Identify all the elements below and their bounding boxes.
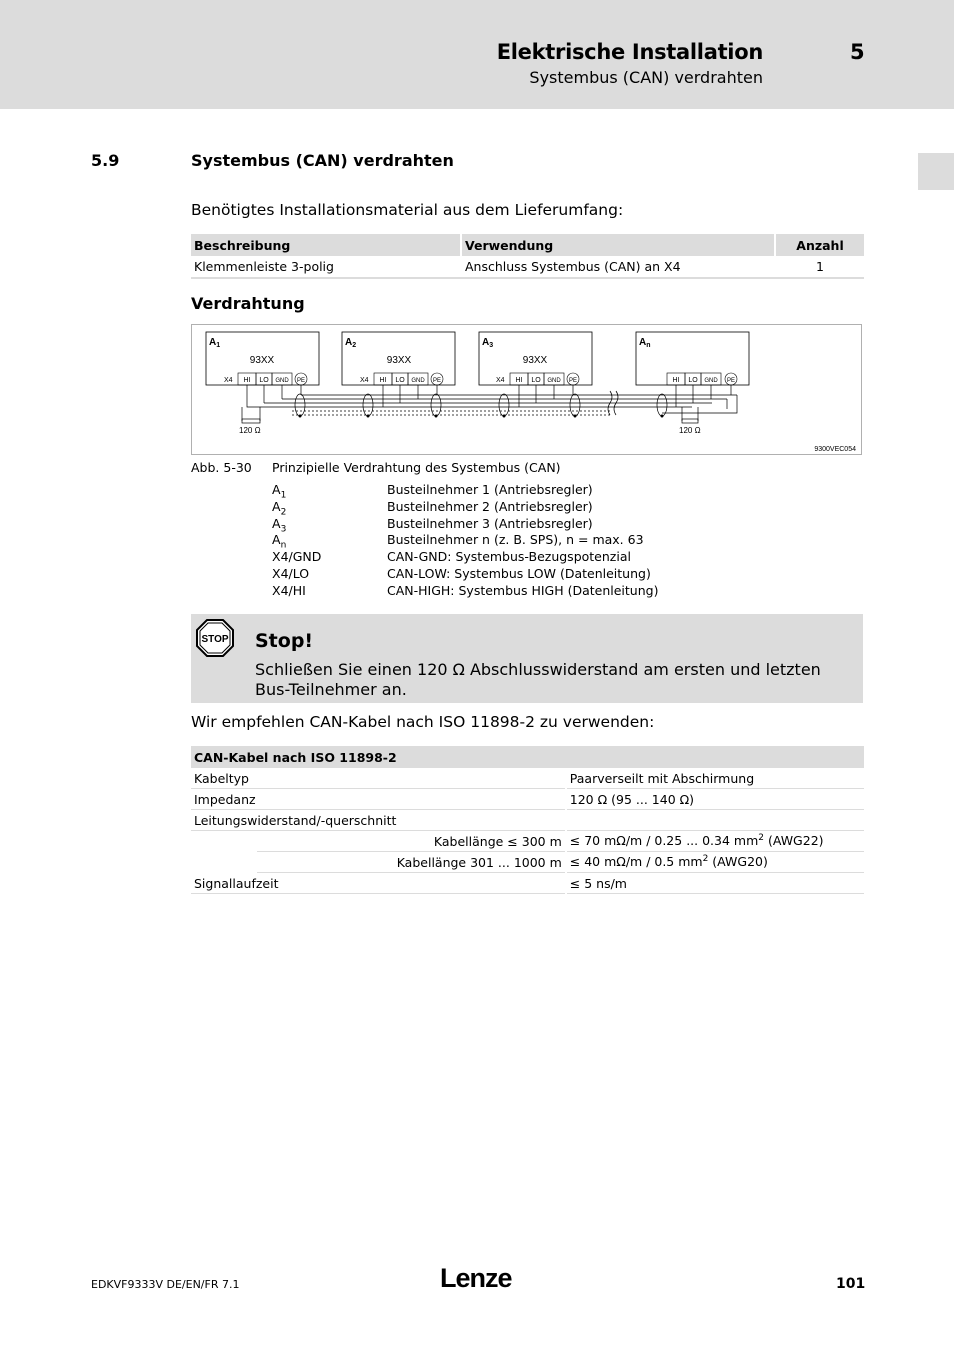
legend-value: Busteilnehmer 3 (Antriebsregler) bbox=[387, 515, 593, 531]
table-cell: 1 bbox=[775, 256, 864, 278]
stop-title: Stop! bbox=[255, 630, 314, 652]
table-row bbox=[191, 256, 864, 278]
chapter-title: Elektrische Installation bbox=[496, 40, 763, 64]
svg-text:GND: GND bbox=[275, 378, 289, 384]
legend-key-main: A bbox=[272, 532, 281, 548]
legend-value: Busteilnehmer 2 (Antriebsregler) bbox=[387, 498, 593, 514]
svg-text:PE: PE bbox=[432, 378, 442, 384]
legend-value: Busteilnehmer n (z. B. SPS), n = max. 63 bbox=[387, 532, 644, 548]
table-header-row bbox=[191, 234, 864, 256]
legend-key-sub: 3 bbox=[280, 524, 287, 535]
legend-value: Busteilnehmer 1 (Antriebsregler) bbox=[387, 482, 593, 497]
table-cell: Paarverseilt mit Abschirmung bbox=[566, 768, 864, 789]
section-title: Systembus (CAN) verdrahten bbox=[191, 151, 454, 170]
table-cell: Kabeltyp bbox=[191, 768, 566, 789]
table-row bbox=[191, 810, 864, 831]
resistor-label-an: 120 Ω bbox=[679, 426, 701, 435]
svg-text:STOP: STOP bbox=[201, 634, 229, 645]
chapter-subtitle: Systembus (CAN) verdrahten bbox=[529, 68, 763, 87]
table-cell: 120 Ω (95 ... 140 Ω) bbox=[566, 789, 864, 810]
svg-text:HI: HI bbox=[515, 377, 523, 384]
table-cell-indent bbox=[191, 852, 257, 873]
svg-text:X4: X4 bbox=[360, 377, 369, 384]
table-cell: Anschluss Systembus (CAN) an X4 bbox=[461, 256, 775, 278]
can-cable-table bbox=[191, 746, 864, 894]
table-row bbox=[191, 768, 864, 789]
svg-text:GND: GND bbox=[411, 378, 425, 384]
page-number: 101 bbox=[836, 1276, 866, 1292]
legend-key-sub: 2 bbox=[280, 507, 287, 518]
legend-value: CAN-GND: Systembus-Bezugspotenzial bbox=[387, 549, 631, 565]
stop-text: Schließen Sie einen 120 Ω Abschlusswiderstand am ersten und letzten Bus-Teilnehmer an. bbox=[255, 660, 821, 699]
chapter-tab-marker bbox=[918, 153, 954, 190]
legend-key-main: A bbox=[272, 482, 281, 497]
table-row bbox=[191, 831, 864, 852]
bus-unit-a1 bbox=[206, 332, 319, 385]
svg-text:HI: HI bbox=[379, 377, 387, 384]
table-cell bbox=[566, 831, 864, 852]
table-cell: Leitungswiderstand/-querschnitt bbox=[191, 810, 566, 831]
legend-key-sub: n bbox=[280, 540, 287, 551]
bus-wiring bbox=[242, 385, 737, 423]
svg-text:PE: PE bbox=[568, 378, 578, 384]
legend-key-sub: 1 bbox=[280, 490, 287, 501]
legend-key: X4/HI bbox=[272, 582, 306, 598]
bus-unit-an bbox=[636, 332, 749, 385]
intro-text: Benötigtes Installationsmaterial aus dem Lieferumfang: bbox=[191, 201, 624, 219]
legend-key bbox=[272, 499, 286, 518]
cell-value: ≤ 70 mΩ/m / 0.25 ... 0.34 mm bbox=[569, 833, 759, 849]
table-cell: Signallaufzeit bbox=[191, 873, 566, 894]
svg-text:GND: GND bbox=[704, 378, 718, 384]
cell-suffix: (AWG22) bbox=[763, 833, 824, 849]
lenze-logo: Lenze bbox=[440, 1263, 512, 1293]
table-cell: Kabellänge 301 ... 1000 m bbox=[257, 852, 566, 873]
svg-text:A2: $A_2$ bbox=[345, 337, 357, 349]
cell-suffix: (AWG20) bbox=[708, 854, 768, 870]
table-cell: Kabellänge ≤ 300 m bbox=[257, 831, 566, 852]
table-cell: Klemmenleiste 3-polig bbox=[191, 256, 461, 278]
page-header bbox=[0, 0, 954, 109]
svg-text:A3: $A_3$ bbox=[482, 337, 494, 349]
legend-value: CAN-HIGH: Systembus HIGH (Datenleitung) bbox=[387, 582, 659, 598]
table-header: CAN-Kabel nach ISO 11898-2 bbox=[191, 746, 864, 768]
table-row bbox=[191, 873, 864, 894]
svg-text:An: $A_n$ bbox=[639, 337, 651, 349]
material-table bbox=[191, 234, 864, 279]
cell-sup: 2 bbox=[702, 854, 709, 865]
svg-text:HI: HI bbox=[243, 377, 251, 384]
figure-code: 9300VEC054 bbox=[814, 446, 856, 453]
figure-caption: Prinzipielle Verdrahtung des Systembus (CAN) bbox=[272, 460, 561, 475]
column-header: Verwendung bbox=[461, 234, 775, 256]
svg-text:X4: X4 bbox=[224, 377, 233, 384]
bus-unit-a2 bbox=[342, 332, 455, 385]
table-header-row bbox=[191, 746, 864, 768]
legend-key-main: A bbox=[272, 498, 281, 514]
resistor-label-a1: 120 Ω bbox=[239, 426, 261, 435]
svg-text:X4: X4 bbox=[496, 377, 505, 384]
svg-text:PE: PE bbox=[726, 378, 736, 384]
table-cell bbox=[566, 810, 864, 831]
can-wiring-diagram bbox=[191, 324, 862, 455]
cell-value: ≤ 40 mΩ/m / 0.5 mm bbox=[569, 854, 703, 870]
cell-sup: 2 bbox=[758, 833, 764, 844]
table-cell bbox=[566, 852, 864, 873]
footer-doc-id: EDKVF9333V DE/EN/FR 7.1 bbox=[91, 1278, 240, 1291]
svg-text:93XX: 93XX bbox=[249, 355, 275, 366]
svg-text:PE: PE bbox=[296, 378, 306, 384]
legend-value: CAN-LOW: Systembus LOW (Datenleitung) bbox=[387, 565, 651, 581]
column-header: Anzahl bbox=[775, 234, 864, 256]
svg-text:LO: LO bbox=[531, 377, 541, 384]
stop-sign-icon bbox=[196, 619, 234, 657]
bus-unit-a3 bbox=[479, 332, 592, 385]
wiring-heading: Verdrahtung bbox=[191, 294, 305, 313]
legend-key-main: A bbox=[272, 515, 281, 531]
svg-text:LO: LO bbox=[688, 377, 698, 384]
section-number: 5.9 bbox=[91, 151, 120, 170]
legend-key bbox=[272, 482, 286, 501]
svg-text:GND: GND bbox=[547, 378, 561, 384]
table-cell: Impedanz bbox=[191, 789, 566, 810]
svg-text:HI: HI bbox=[672, 377, 680, 384]
chapter-number: 5 bbox=[850, 40, 865, 64]
svg-text:93XX: 93XX bbox=[522, 355, 548, 366]
table-cell: ≤ 5 ns/m bbox=[566, 873, 864, 894]
svg-text:93XX: 93XX bbox=[386, 355, 412, 366]
svg-text:LO: LO bbox=[395, 377, 405, 384]
column-header: Beschreibung bbox=[191, 234, 461, 256]
table-row bbox=[191, 852, 864, 873]
svg-text:LO: LO bbox=[259, 377, 269, 384]
figure-label: Abb. 5-30 bbox=[191, 460, 252, 475]
legend-key: X4/LO bbox=[272, 565, 310, 581]
legend-key bbox=[272, 532, 286, 551]
table-row bbox=[191, 789, 864, 810]
svg-text:A1: $A_1$ bbox=[209, 337, 221, 349]
table-cell-indent bbox=[191, 831, 257, 852]
recommendation-text: Wir empfehlen CAN-Kabel nach ISO 11898-2 zu verwenden: bbox=[191, 713, 655, 731]
stop-warning-box bbox=[191, 614, 863, 703]
legend-key bbox=[272, 516, 286, 535]
legend-key: X4/GND bbox=[272, 549, 322, 565]
